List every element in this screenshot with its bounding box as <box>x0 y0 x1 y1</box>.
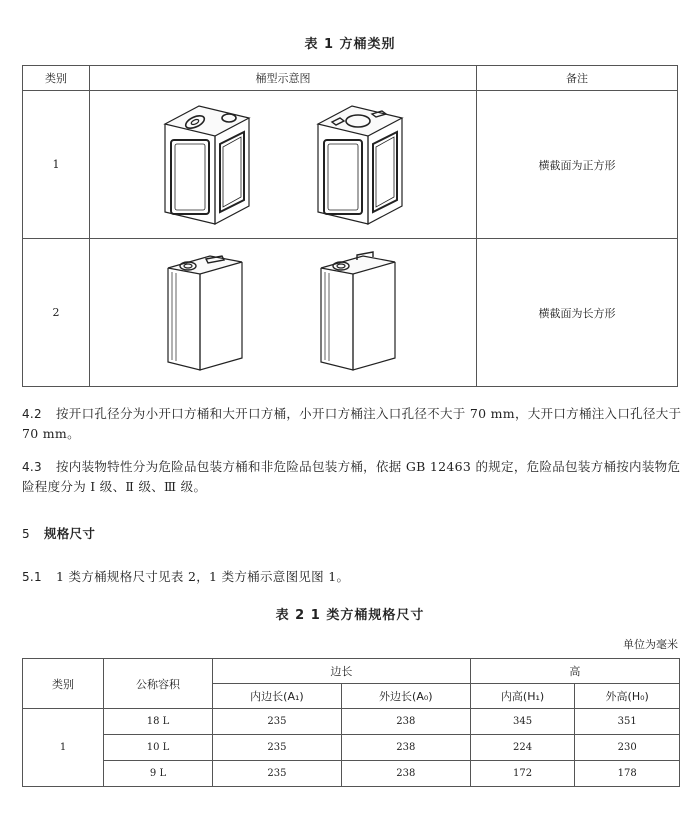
table2-inner-height: 172 <box>470 761 575 787</box>
table1-row-category: 2 <box>23 239 90 387</box>
table2 <box>22 658 680 787</box>
table2-header-capacity: 公称容积 <box>104 659 213 709</box>
table1-header-diagram: 桶型示意图 <box>90 66 477 91</box>
table2-capacity: 10 L <box>104 735 213 761</box>
table1-row-category: 1 <box>23 91 90 239</box>
section-text: 按内装物特性分为危险品包装方桶和非危险品包装方桶，依据 GB 12463 的规定，危险品包装方桶按内装物危险程度分为 Ⅰ 级、Ⅱ 级、Ⅲ 级。 <box>22 459 681 494</box>
table2-inner-side: 235 <box>213 709 342 735</box>
section-5-1 <box>22 567 682 587</box>
table1-row-note: 横截面为长方形 <box>477 239 678 387</box>
table2-row <box>23 735 680 761</box>
table2-header-height: 高 <box>470 659 679 684</box>
table2-outer-side: 238 <box>341 709 470 735</box>
section-number: 5 <box>22 527 30 541</box>
table2-outer-height: 178 <box>575 761 680 787</box>
rectangular-can-handle-icon <box>162 250 252 375</box>
section-4-3 <box>22 457 682 497</box>
section-heading: 规格尺寸 <box>43 526 96 541</box>
table2-header-row-1 <box>23 659 680 684</box>
table2-inner-side: 235 <box>213 735 342 761</box>
section-text: 按开口孔径分为小开口方桶和大开口方桶，小开口方桶注入口孔径不大于 70 mm，大开口方桶注入口孔径大于 70 mm。 <box>22 406 682 441</box>
table1-row-1 <box>23 91 678 239</box>
table2-outer-height: 351 <box>575 709 680 735</box>
table2-header-inner-height: 内高(H₁) <box>470 684 575 709</box>
table1 <box>22 65 678 387</box>
table2-unit: 单位为毫米 <box>623 638 678 651</box>
table1-row-diagram <box>90 239 477 387</box>
table2-capacity: 18 L <box>104 709 213 735</box>
section-number: 5.1 <box>22 570 42 584</box>
table1-row-diagram <box>90 91 477 239</box>
table2-category-cell: 1 <box>23 709 104 787</box>
table2-header-side: 边长 <box>213 659 471 684</box>
table1-row-note: 横截面为正方形 <box>477 91 678 239</box>
table2-row <box>23 761 680 787</box>
table2-header-outer-side: 外边长(A₀) <box>341 684 470 709</box>
section-4-2 <box>22 404 682 444</box>
table1-header-category: 类别 <box>23 66 90 91</box>
table2-title: 表 2 1 类方桶规格尺寸 <box>275 608 425 623</box>
table2-header-category: 类别 <box>23 659 104 709</box>
rectangular-can-spout-icon <box>315 250 405 375</box>
table1-header-row <box>23 66 678 91</box>
section-number: 4.3 <box>22 460 42 474</box>
square-can-large-opening-icon <box>310 102 410 227</box>
table2-outer-side: 238 <box>341 735 470 761</box>
table2-inner-side: 235 <box>213 761 342 787</box>
table2-outer-height: 230 <box>575 735 680 761</box>
table1-row-2 <box>23 239 678 387</box>
table2-header-inner-side: 内边长(A₁) <box>213 684 342 709</box>
table2-row <box>23 709 680 735</box>
table1-header-note: 备注 <box>477 66 678 91</box>
table1-title: 表 1 方桶类别 <box>304 37 396 52</box>
table2-header-outer-height: 外高(H₀) <box>575 684 680 709</box>
square-can-small-opening-icon <box>157 102 257 227</box>
table2-outer-side: 238 <box>341 761 470 787</box>
table2-inner-height: 345 <box>470 709 575 735</box>
section-text: 1 类方桶规格尺寸见表 2，1 类方桶示意图见图 1。 <box>55 569 350 584</box>
section-number: 4.2 <box>22 407 42 421</box>
table2-capacity: 9 L <box>104 761 213 787</box>
table2-inner-height: 224 <box>470 735 575 761</box>
section-5 <box>22 524 682 544</box>
